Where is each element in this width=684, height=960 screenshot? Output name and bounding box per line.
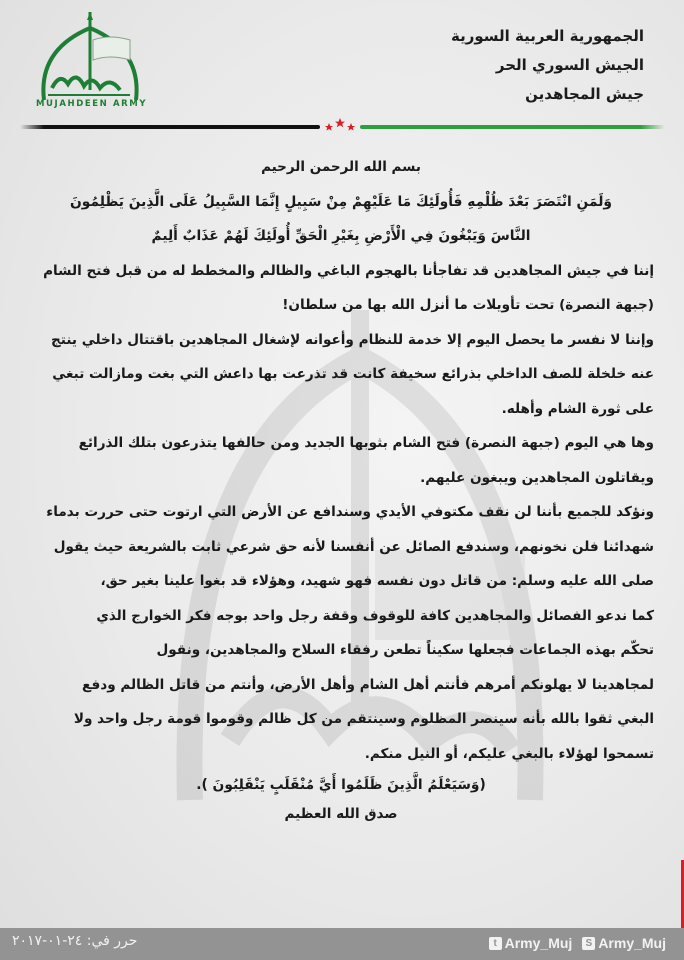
paragraph-line: صلى الله عليه وسلم: من قاتل دون نفسه فهو شهيد، وهؤلاء قد بغوا علينا بغير حق، [100,573,654,589]
mujahideen-army-logo-icon [30,10,148,110]
skype-icon: S [582,937,595,950]
paragraph-line: وها هي اليوم (جبهة النصرة) فتح الشام بثوبها الجديد ومن حالفها يتذرعون بتلك الذرائع [78,435,654,451]
issue-date: حرر في: ٢٤-٠١-٢٠١٧ [12,933,138,949]
social-handles [489,935,666,951]
footer-bar [0,928,684,960]
paragraph-line: تحكّم بهذه الجماعات فجعلها سكيناً تطعن رفقاء السلاح والمجاهدين، ونقول [156,642,654,658]
paragraph-line: ويقاتلون المجاهدين ويبغون عليهم. [420,469,654,486]
org-line-fsa: الجيش السوري الحر [495,56,644,74]
closing-verse: (وَسَيَعْلَمُ الَّذِينَ ظَلَمُوا أَيَّ مُنْقَلَبٍ يَنْقَلِبُونَ ). [196,777,486,793]
paragraph [28,254,654,323]
paragraph-line: على ثورة الشام وأهله. [501,400,654,417]
closing-phrase: صدق الله العظيم [284,806,398,822]
paragraph-line: شهدائنا فلن نخونهم، وسندفع الصائل عن أنفسنا لأنه حق شرعي ثابت بالشريعة حيث يقول [53,538,654,555]
paragraph [28,599,654,772]
paragraph-line: (جبهة النصرة) تحت تأويلات ما أنزل الله بها من سلطان! [282,297,654,313]
paragraph-line: عنه خلخلة للصف الداخلي بذرائع سخيفة كانت قد تذرعت بها داعش التي بغت ومازالت تبغي [52,366,654,382]
statement-body [28,150,654,829]
skype-handle[interactable] [582,935,666,951]
skype-handle-text: Army_Muj [598,935,666,951]
twitter-handle-text: Army_Muj [504,935,573,951]
divider-green-bar [360,125,665,129]
paragraph-line: تسمحوا لهؤلاء بالبغي عليكم، أو النيل منكم. [364,745,654,762]
paragraph-line: لمجاهدينا لا يهلونكم أمرهم فأنتم أهل الشام وأهل الأرض، وأنتم من قاتل الظالم ودفع [82,676,654,693]
opening-verse-line: وَلَمَنِ انْتَصَرَ بَعْدَ ظُلْمِهِ فَأُولَئِكَ مَا عَلَيْهِمْ مِنْ سَبِيلٍ إِنَّمَا السَّبِيلُ عَلَى الَّذِينَ يَظْلِمُونَ [70,193,612,210]
paragraph [28,426,654,495]
paragraph-line: كما ندعو الفصائل والمجاهدين كافة للوقوف وقفة رجل واحد بوجه فكر الخوارج الذي [96,607,654,624]
paragraph-line: البغي ثقوا بالله بأنه سينصر المظلوم وسينتقم من كل ظالم وقوموا قومة رجل واحد ولا [73,711,654,727]
org-line-group: جيش المجاهدين [525,85,644,103]
paragraph [28,323,654,427]
paragraph-line: ونؤكد للجميع بأننا لن نقف مكتوفي الأيدي وسندافع عن الأرض التي ارتوت حتى حررت بدماء [46,504,654,520]
three-stars-icon [322,117,358,131]
paragraph-line: إننا في جيش المجاهدين قد تفاجأنا بالهجوم الباغي والظالم والمخطط له من قبل فتح الشام [43,262,654,279]
flag-divider [20,124,665,130]
logo-caption: MUJAHDEEN ARMY [36,99,148,109]
letterhead [0,0,684,130]
twitter-icon: t [489,937,502,950]
opening-verse-line: النَّاسَ وَيَبْغُونَ فِي الْأَرْضِ بِغَيْرِ الْحَقِّ أُولَئِكَ لَهُمْ عَذَابٌ أَلِيمٌ [151,228,531,244]
twitter-handle[interactable] [489,935,573,951]
organization-heading [451,22,644,109]
divider-black-bar [20,125,320,129]
org-line-country: الجمهورية العربية السورية [451,27,644,45]
basmala: بسم الله الرحمن الرحيم [261,159,421,175]
paragraph [28,495,654,599]
paragraph-line: وإننا لا نفسر ما يحصل اليوم إلا خدمة للنظام وأعوانه لإشغال المجاهدين باقتتال داخلي ينتج [51,331,654,348]
